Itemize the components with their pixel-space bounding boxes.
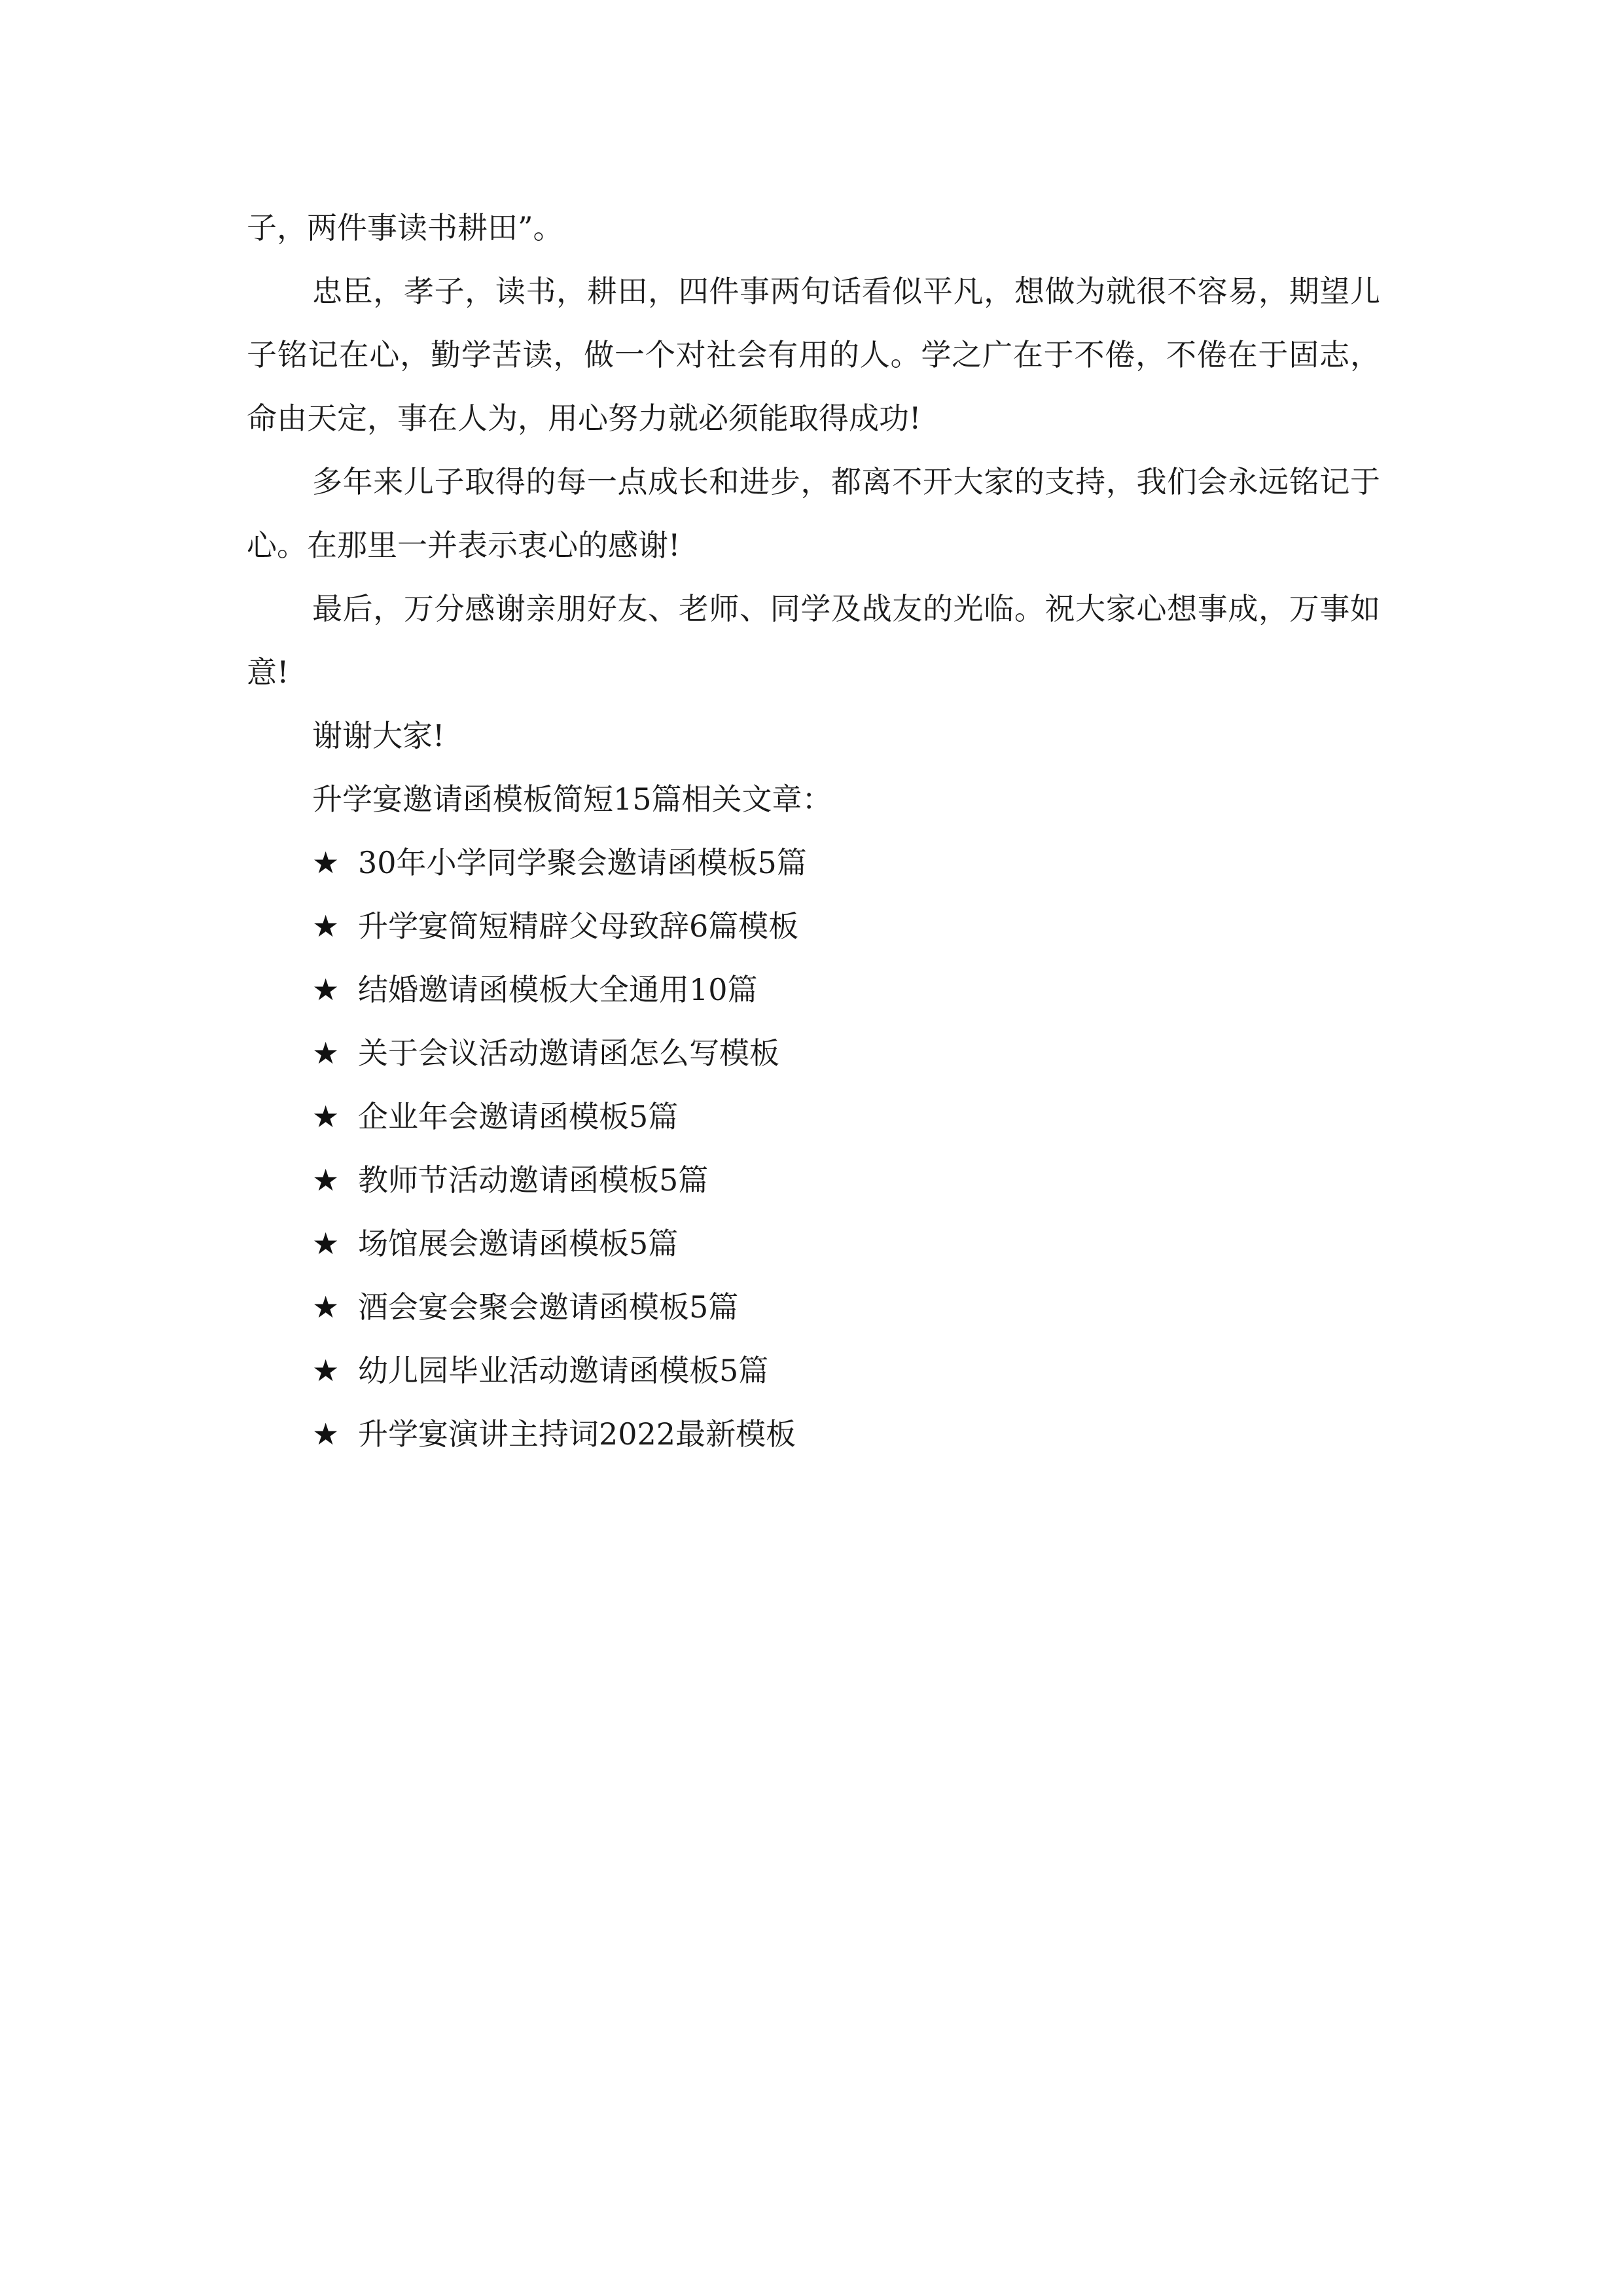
related-article-link[interactable]: 幼儿园毕业活动邀请函模板5篇 — [358, 1353, 769, 1388]
related-article-link[interactable]: 升学宴简短精辟父母致辞6篇模板 — [358, 908, 799, 944]
list-item[interactable] — [247, 958, 1380, 1022]
related-article-link[interactable]: 升学宴演讲主持词2022最新模板 — [358, 1416, 796, 1452]
star-icon: ★ — [312, 845, 340, 880]
list-item[interactable] — [247, 831, 1380, 895]
paragraph-continuation: 子，两件事读书耕田”。 — [247, 210, 563, 245]
paragraph-thank-you: 谢谢大家! — [312, 718, 445, 753]
list-item[interactable] — [247, 1276, 1380, 1339]
related-article-link[interactable]: 30年小学同学聚会邀请函模板5篇 — [358, 845, 807, 880]
list-item[interactable] — [247, 895, 1380, 958]
related-article-link[interactable]: 场馆展会邀请函模板5篇 — [358, 1226, 679, 1261]
paragraph-wish: 忠臣，孝子，读书，耕田，四件事两句话看似平凡，想做为就很不容易，期望儿子铭记在心，勤学苦读，做一个对社会有用的人。学之广在于不倦，不倦在于固志，命由天定，事在人为，用心努力就必须能取得成功! — [247, 274, 1380, 436]
star-icon: ★ — [312, 908, 340, 944]
paragraph-closing: 最后，万分感谢亲朋好友、老师、同学及战友的光临。祝大家心想事成，万事如意! — [247, 591, 1380, 690]
related-article-link[interactable]: 关于会议活动邀请函怎么写模板 — [358, 1035, 779, 1071]
related-article-link[interactable]: 结婚邀请函模板大全通用10篇 — [358, 972, 758, 1007]
star-icon: ★ — [312, 972, 340, 1007]
list-item[interactable] — [247, 1022, 1380, 1085]
star-icon: ★ — [312, 1099, 340, 1134]
related-article-link[interactable]: 酒会宴会聚会邀请函模板5篇 — [358, 1289, 739, 1325]
star-icon: ★ — [312, 1416, 340, 1452]
related-article-link[interactable]: 企业年会邀请函模板5篇 — [358, 1099, 679, 1134]
star-icon: ★ — [312, 1289, 340, 1325]
related-article-link[interactable]: 教师节活动邀请函模板5篇 — [358, 1162, 709, 1198]
star-icon: ★ — [312, 1353, 340, 1388]
document-body — [247, 196, 1380, 1466]
list-item[interactable] — [247, 1149, 1380, 1212]
star-icon: ★ — [312, 1162, 340, 1198]
related-articles-list — [247, 831, 1380, 1466]
list-item[interactable] — [247, 1403, 1380, 1466]
list-item[interactable] — [247, 1212, 1380, 1276]
star-icon: ★ — [312, 1035, 340, 1071]
list-item[interactable] — [247, 1085, 1380, 1149]
paragraph-thanks-support: 多年来儿子取得的每一点成长和进步，都离不开大家的支持，我们会永远铭记于心。在那里一并表示衷心的感谢! — [247, 464, 1380, 563]
star-icon: ★ — [312, 1226, 340, 1261]
list-item[interactable] — [247, 1339, 1380, 1403]
related-articles-title: 升学宴邀请函模板简短15篇相关文章： — [312, 781, 832, 817]
